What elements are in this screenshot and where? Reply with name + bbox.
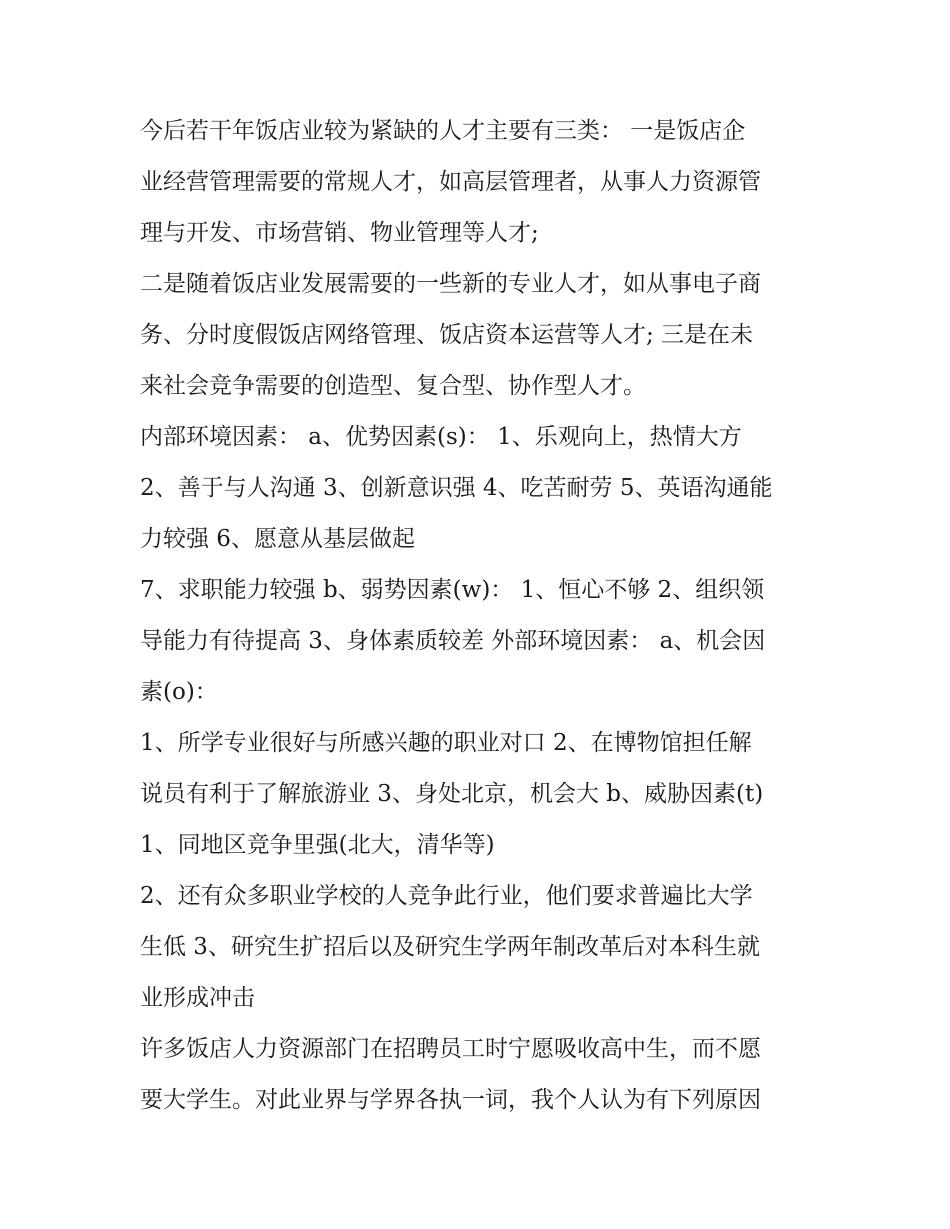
text-line: 今后若干年饭店业较为紧缺的人才主要有三类： 一是饭店企: [140, 118, 746, 144]
text-line: 1、同地区竞争里强(北大，清华等): [140, 832, 495, 858]
text-line: 2、善于与人沟通 3、创新意识强 4、吃苦耐劳 5、英语沟通能: [140, 475, 773, 501]
text-line: 1、所学专业很好与所感兴趣的职业对口 2、在博物馆担任解: [140, 730, 752, 756]
text-line: 2、还有众多职业学校的人竞争此行业，他们要求普遍比大学: [140, 883, 753, 909]
text-line: 7、求职能力较强 b、弱势因素(w)： 1、恒心不够 2、组织领: [140, 577, 765, 603]
text-line: 生低 3、研究生扩招后以及研究生学两年制改革后对本科生就: [140, 934, 760, 960]
text-line: 导能力有待提高 3、身体素质较差 外部环境因素： a、机会因: [140, 628, 766, 654]
text-line: 要大学生。对此业界与学界各执一词，我个人认为有下列原因: [140, 1087, 761, 1113]
text-line: 务、分时度假饭店网络管理、饭店资本运营等人才; 三是在未: [140, 322, 754, 348]
text-line: 二是随着饭店业发展需要的一些新的专业人才，如从事电子商: [140, 271, 761, 297]
text-line: 素(o)：: [140, 679, 218, 705]
text-line: 业经营管理需要的常规人才，如高层管理者，从事人力资源管: [140, 169, 761, 195]
text-line: 力较强 6、愿意从基层做起: [140, 526, 415, 552]
text-line: 来社会竞争需要的创造型、复合型、协作型人才。: [140, 373, 646, 399]
text-line: 说员有利于了解旅游业 3、身处北京，机会大 b、威胁因素(t): [140, 781, 764, 807]
document-body: [140, 106, 820, 1126]
text-line: 理与开发、市场营销、物业管理等人才;: [140, 220, 539, 246]
text-line: 许多饭店人力资源部门在招聘员工时宁愿吸收高中生，而不愿: [140, 1036, 761, 1062]
text-line: 业形成冲击: [140, 985, 255, 1011]
text-line: 内部环境因素： a、优势因素(s)： 1、乐观向上，热情大方: [140, 424, 742, 450]
